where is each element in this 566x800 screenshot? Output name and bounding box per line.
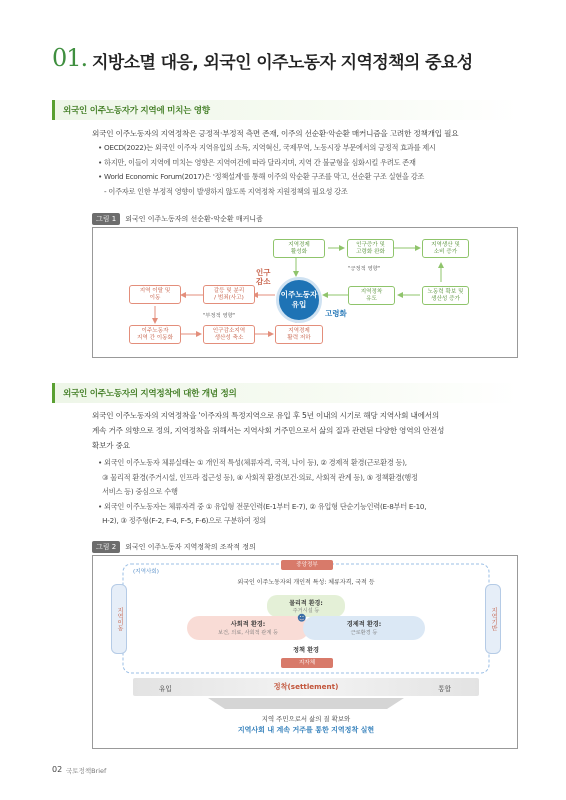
settlement-stage-bar (133, 678, 479, 696)
title-number: 01. (52, 44, 88, 72)
box-interregional-movement: 이주노동자 지역 간 이동화 (129, 325, 181, 344)
economic-environment: 경제적 환경: 근로환경 등 (303, 616, 425, 640)
positive-effect-note: "긍정적 영향" (348, 266, 381, 272)
bullet-item: • 외국인 이주노동자는 체류자격 중 ① 유입형 전문인력(E-1부터 E-7), ② 유입형 단순기능인력(E-8부터 E-10, (98, 501, 427, 511)
section-heading-definition: 외국인 이주노동자의 지역정착에 대한 개념 정의 (52, 383, 518, 403)
bullet-item: • 하지만, 이들이 지역에 미치는 영향은 지역여건에 따라 달라지며, 지역 간 불균형을 심화시킬 우려도 존재 (98, 157, 416, 167)
box-economic-vitality: 지역경제 활성화 (273, 239, 325, 258)
figure1-diagram (92, 227, 518, 358)
page-title: 지방소멸 대응, 외국인 이주노동자 지역정책의 중요성 (92, 53, 473, 73)
section2-bullets (98, 456, 426, 529)
stage-integration: 통합 (438, 685, 451, 693)
box-production-consumption: 지역생산 및 소비 증가 (422, 239, 469, 258)
figure1-title: 외국인 이주노동자의 선순환-악순환 매커니즘 (125, 215, 263, 223)
figure2-tag: 그림 2 (92, 541, 120, 553)
center-migrant-inflow: 이주노동자 유입 (276, 277, 322, 323)
figure2-title: 외국인 이주노동자 지역정착의 조작적 정의 (125, 543, 256, 551)
label-aging: 고령화 (325, 309, 347, 318)
policy-environment: 정책 환경 (292, 647, 320, 654)
right-base-bar: 지역기반 (485, 584, 501, 654)
section2-intro: 외국인 이주노동자의 지역정착을 '이주자의 특정지역으로 유입 후 5년 이내의 시기로 해당 지역사회 내에서의 계속 거주 의향으로 정의, 지역정착을 위해서는 지역사회 거주민으로서 삶의 질과 관련된 다양한 영역의 안전성 확보가 중요 (92, 411, 445, 450)
social-environment: 사회적 환경: 보건, 의료, 사회적 관계 등 (187, 616, 309, 640)
negative-effect-note: "부정적 영향" (203, 313, 236, 319)
section1-intro: 외국인 이주노동자의 지역정착은 긍정적·부정적 측면 존재, 이주의 선순환·악순환 매커니즘을 고려한 정책개입 필요 (92, 129, 459, 138)
label-population-decline: 인구 감소 (256, 268, 271, 286)
bullet-item: H-2), ③ 정주형(F-2, F-4, F-5, F-6)으로 구분하여 정의 (98, 516, 266, 525)
bullet-item: ③ 물리적 환경(주거시설, 인프라 접근성 등), ④ 사회적 환경(보건·의료, 사회적 관계 등), ⑤ 정책환경(행정 (98, 472, 418, 482)
box-labor-productivity: 노동력 확보 및 생산성 증가 (422, 286, 469, 305)
publication-name: 국토정책Brief (66, 767, 107, 775)
stage-settlement: 정착(settlement) (273, 682, 339, 691)
bullet-item: • 외국인 이주노동자 체류실태는 ① 개인적 특성(체류자격, 국적, 나이 등), ② 경제적 환경(근로환경 등), (98, 458, 407, 467)
figure2-diagram (92, 555, 518, 749)
box-regional-departure: 지역 이탈 및 이동 (129, 285, 181, 304)
local-government-tag: 지자체 (281, 658, 333, 668)
bullet-item: • World Economic Forum(2017)은 '정책설계'를 통해 이주의 악순환 구조를 막고, 선순환 구조 실현을 강조 (98, 172, 425, 181)
region-label: (지역사회) (133, 569, 159, 575)
stage-inflow: 유입 (159, 685, 172, 693)
bullet-item: 서비스 등) 중심으로 수행 (98, 487, 178, 496)
figure1-tag: 그림 1 (92, 213, 120, 225)
figure1-header (92, 213, 263, 225)
bullet-item: • OECD(2022)는 외국인 이주자 지역유입의 소득, 지역혁신, 국제무역, 노동시장 부문에서의 긍정적 효과를 제시 (98, 143, 436, 152)
page-number: 02 (52, 765, 63, 774)
box-conflict-crime: 갈등 및 분리 / 범죄(사고) (203, 285, 255, 304)
physical-environment: 물리적 환경: 주거시설 등 (267, 595, 345, 617)
central-government-tag: 중앙정부 (281, 560, 333, 570)
people-icon: ☻ (297, 614, 307, 624)
section1-bullets (98, 141, 436, 199)
figure2-header (92, 541, 256, 553)
bottom-caption-line1: 지역 주민으로서 삶의 질 확보와 (261, 715, 351, 723)
box-settlement-induce: 지역정착 유도 (348, 286, 395, 305)
bottom-caption-line2: 지역사회 내 계속 거주를 통한 지역정착 실현 (237, 726, 375, 734)
left-mobility-bar: 지역이동 (111, 584, 127, 654)
box-population-increase: 인구증가 및 고령화 완화 (347, 239, 394, 258)
section-heading-impact: 외국인 이주노동자가 지역에 미치는 영향 (52, 100, 518, 120)
box-economic-decline: 지역경제 활력 저하 (275, 325, 323, 344)
bullet-item: - 이주자로 인한 부정적 영향이 발생하지 않도록 지역정착 지원정책의 필요성 강조 (104, 186, 348, 196)
personal-characteristics: 외국인 이주노동자의 개인적 특성: 체류자격, 국적 등 (237, 579, 375, 586)
box-productivity-shrink: 인구감소지역 생산성 축소 (203, 325, 255, 344)
